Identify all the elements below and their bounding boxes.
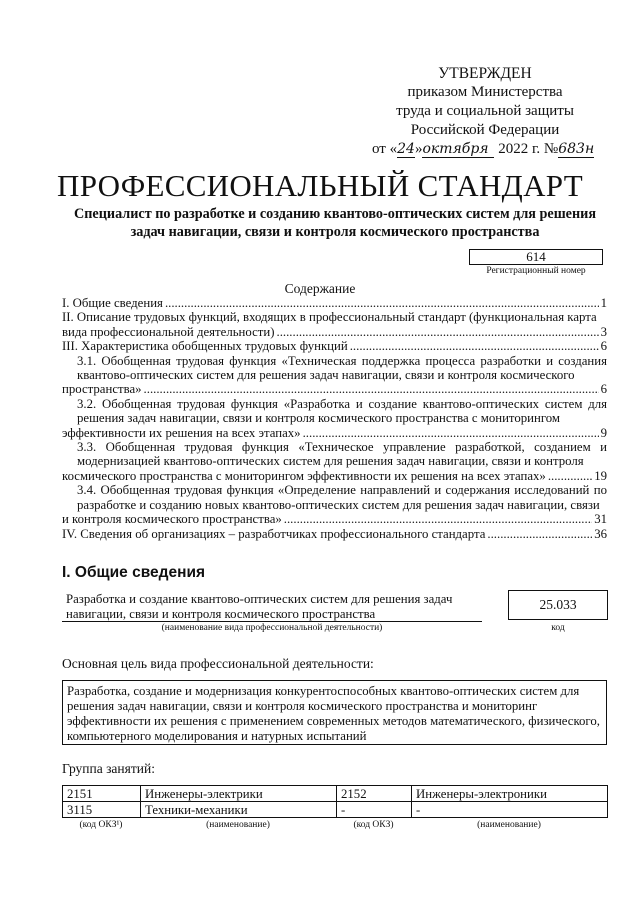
registration-number: 614 xyxy=(469,249,603,265)
document-title: ПРОФЕССИОНАЛЬНЫЙ СТАНДАРТ xyxy=(57,168,583,203)
toc-leader xyxy=(303,426,599,440)
caption-okz-code: (код ОКЗ) xyxy=(353,820,394,830)
toc-leader xyxy=(548,469,592,483)
approval-line-labor: труда и социальной защиты xyxy=(396,103,574,119)
okz-code: 2152 xyxy=(337,786,412,802)
toc-leader xyxy=(144,382,599,396)
activity-code-caption: код xyxy=(551,623,565,633)
activity-code: 25.033 xyxy=(508,590,608,620)
toc-item-ii[interactable] xyxy=(62,310,607,339)
date-day: 24 xyxy=(397,141,415,157)
okz-code: - xyxy=(337,802,412,818)
toc-item-3-1[interactable] xyxy=(62,354,607,397)
occupation-group-label: Группа занятий: xyxy=(62,761,155,776)
goal-text: Разработка, создание и модернизация конкурентоспособных квантово-оптических систем для решения задач навигации, связи и контроля космического пространства и мониторинг эффективности их решения с применением современных методов математического, физического, компьютерного моделирования и натурных испытаний xyxy=(62,680,607,745)
section-heading-general: I. Общие сведения xyxy=(62,564,206,581)
toc-item-iii[interactable] xyxy=(62,339,607,353)
occupation-name: Техники-механики xyxy=(141,802,337,818)
toc-item-text: I. Общие сведения xyxy=(62,296,163,310)
toc-item-text: 3.1. Обобщенная трудовая функция «Техническая поддержка процесса разработки и создания квантово-оптических систем для решения задач навигации, связи и контроля космического xyxy=(77,353,607,383)
toc-item-text: 3.3. Обобщенная трудовая функция «Техническое управление разработкой, созданием и модернизацией квантово-оптических систем для решения задач навигации, связи и контроля xyxy=(77,440,607,469)
occupation-table xyxy=(62,785,608,818)
toc-heading: Содержание xyxy=(284,281,356,296)
toc-item-text-tail: пространства» xyxy=(62,382,142,397)
toc-leader xyxy=(277,325,599,339)
approval-line-ministry: приказом Министерства xyxy=(407,84,563,100)
approval-line-country: Российской Федерации xyxy=(410,122,560,138)
occupation-name: Инженеры-электроники xyxy=(412,786,608,802)
table-of-contents xyxy=(62,296,607,541)
toc-item-text: 3.4. Обобщенная трудовая функция «Определение направлений и содержания исследований по разработке и созданию новых квантово-оптических систем для решения задач навигации, связи xyxy=(77,483,607,512)
activity-name: Разработка и создание квантово-оптических систем для решения задач навигации, связи и контроля космического пространства xyxy=(66,592,453,621)
toc-item-i[interactable] xyxy=(62,296,607,310)
caption-name: (наименование) xyxy=(477,820,541,830)
approval-block xyxy=(360,64,610,159)
document-subtitle: Специалист по разработке и созданию квантово-оптических систем для решения задач навигации, связи и контроля космического пространства xyxy=(74,206,596,240)
toc-page: 6 xyxy=(600,382,607,397)
toc-leader xyxy=(165,296,599,310)
toc-page: 19 xyxy=(594,468,607,483)
goal-label: Основная цель вида профессиональной деятельности: xyxy=(62,656,374,671)
okz-code: 2151 xyxy=(63,786,141,802)
toc-leader xyxy=(350,339,599,353)
table-row xyxy=(63,786,608,802)
toc-page: 31 xyxy=(594,512,607,527)
toc-page: 6 xyxy=(600,339,607,354)
toc-item-iv[interactable] xyxy=(62,527,607,541)
approval-title: УТВЕРЖДЕН xyxy=(438,65,532,82)
okz-code: 3115 xyxy=(63,802,141,818)
toc-page: 3 xyxy=(600,324,607,339)
toc-item-text-tail: вида профессиональной деятельности) xyxy=(62,324,275,339)
toc-page: 36 xyxy=(594,526,607,541)
toc-leader xyxy=(284,512,592,526)
toc-item-text-tail: космического пространства с мониторингом эффективности их решения на всех этапах» xyxy=(62,468,546,483)
date-quote: » xyxy=(414,141,423,157)
toc-item-text-tail: эффективности их решения на всех этапах» xyxy=(62,425,301,440)
caption-name: (наименование) xyxy=(206,820,270,830)
occupation-name: Инженеры-электрики xyxy=(141,786,337,802)
toc-item-3-4[interactable] xyxy=(62,483,607,526)
activity-underline xyxy=(62,621,482,622)
order-number: 683н xyxy=(558,141,595,157)
toc-item-3-3[interactable] xyxy=(62,440,607,483)
date-month: октября xyxy=(422,142,494,158)
toc-page: 1 xyxy=(600,296,607,310)
toc-item-text: II. Описание трудовых функций, входящих в профессиональный стандарт (функциональная карта xyxy=(62,310,597,325)
toc-item-text: IV. Сведения об организациях – разработчиках профессионального стандарта xyxy=(62,526,486,541)
date-prefix: от « xyxy=(372,141,398,157)
toc-item-text: 3.2. Обобщенная трудовая функция «Разработка и создание квантово-оптических систем для решения задач навигации, связи и контроля космического пространства с мониторингом xyxy=(77,396,607,426)
registration-label: Регистрационный номер xyxy=(486,266,586,276)
toc-page: 9 xyxy=(600,425,607,440)
toc-item-text-tail: и контроля космического пространства» xyxy=(62,512,282,527)
table-row xyxy=(63,802,608,818)
toc-item-3-2[interactable] xyxy=(62,397,607,440)
caption-okz-code: (код ОКЗ¹) xyxy=(79,820,123,830)
toc-item-text: III. Характеристика обобщенных трудовых функций xyxy=(62,339,348,354)
occupation-name: - xyxy=(412,802,608,818)
approval-date-line xyxy=(360,140,610,159)
toc-leader xyxy=(487,527,592,541)
date-year: 2022 г. № xyxy=(498,141,559,157)
activity-caption: (наименование вида профессиональной деятельности) xyxy=(161,623,383,633)
